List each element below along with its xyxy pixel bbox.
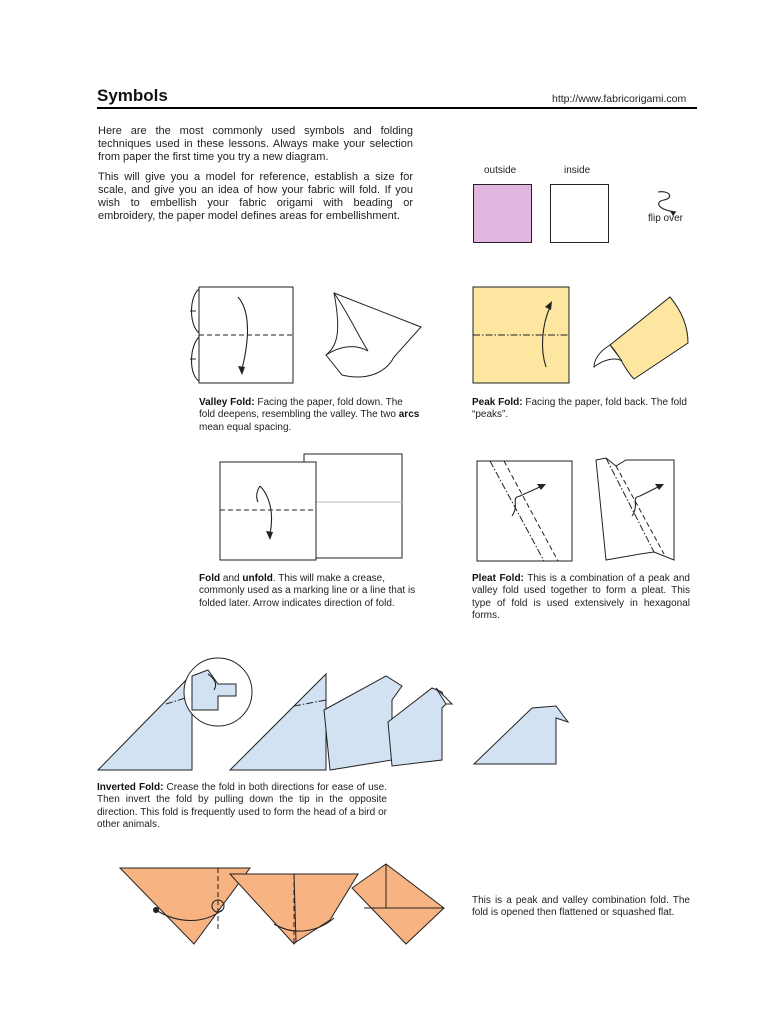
pleat-fold-diagram	[474, 456, 704, 566]
fold-unfold-diagram	[216, 452, 416, 564]
pleat-fold-caption: Pleat Fold: This is a combination of a peak and valley fold used together to form a pleat. This type of fold is used extensively in hexagonal forms.	[472, 573, 690, 622]
peak-fold-title: Peak Fold:	[472, 397, 523, 408]
inside-label: inside	[564, 165, 591, 176]
inverted-fold-caption: Inverted Fold: Crease the fold in both directions for ease of use. Then invert the fold by pulling down the tip in the opposite direction. This fold is frequently used to form the head of a bird or other animals.	[97, 782, 387, 831]
intro-paragraph-1: Here are the most commonly used symbols and folding techniques used in these lessons. Always make your selection from paper the first time you try a new diagram.	[98, 125, 413, 164]
inside-square	[550, 184, 609, 243]
fold-unfold-caption: Fold and unfold. This will make a crease, commonly used as a marking line or a line that is folded later. Arrow indicates direction of fold.	[199, 573, 416, 609]
intro-text	[98, 125, 413, 229]
pleat-fold-title: Pleat Fold:	[472, 573, 524, 584]
valley-fold-caption: Valley Fold: Facing the paper, fold down. The fold deepens, resembling the valley. The two arcs mean equal spacing.	[199, 397, 420, 433]
fold-unfold-title-1: Fold	[199, 573, 221, 584]
header-rule	[97, 107, 697, 109]
page-title: Symbols	[97, 86, 168, 105]
fold-unfold-title-2: unfold	[242, 573, 273, 584]
peak-fold-caption: Peak Fold: Facing the paper, fold back. The fold “peaks”.	[472, 397, 687, 421]
inverted-fold-title: Inverted Fold:	[97, 782, 164, 793]
peak-fold-diagram	[470, 285, 710, 385]
inverted-fold-diagram	[96, 660, 596, 772]
outside-label: outside	[484, 165, 517, 176]
site-url: http://www.fabricorigami.com	[552, 93, 687, 105]
squash-fold-diagram	[118, 862, 458, 952]
squash-fold-caption: This is a peak and valley combination fold. The fold is opened then flattened or squashed flat.	[472, 895, 690, 919]
valley-fold-diagram	[186, 285, 436, 385]
valley-fold-title: Valley Fold:	[199, 397, 255, 408]
outside-square	[473, 184, 532, 243]
intro-paragraph-2: This will give you a model for reference, establish a size for scale, and give you an idea of how your fabric will fold. If you wish to embellish your fabric origami with beading or embroidery, the paper model defines areas for embellishment.	[98, 170, 413, 223]
flip-over-label: flip over	[648, 213, 684, 224]
